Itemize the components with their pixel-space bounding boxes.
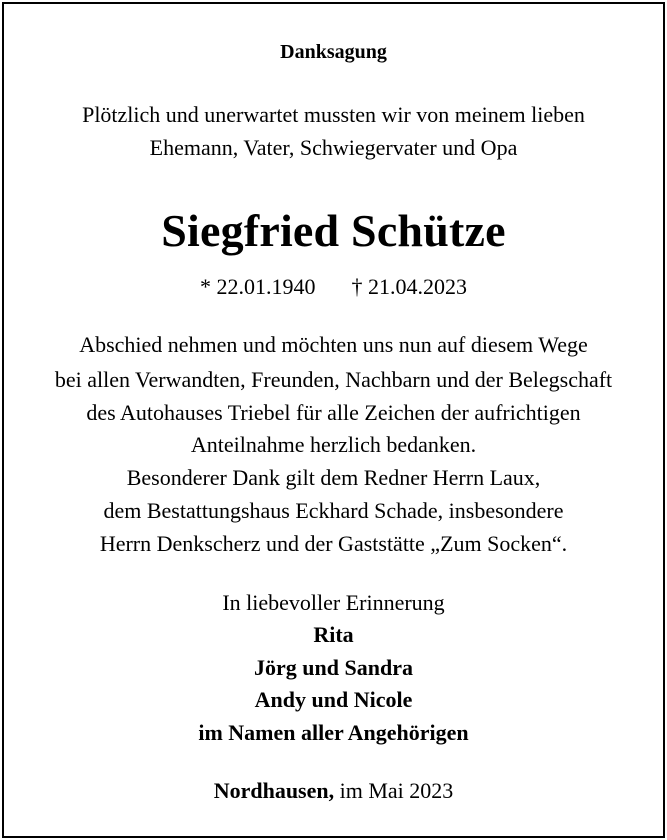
body-line: dem Bestattungshaus Eckhard Schade, insbesondere (103, 498, 564, 523)
memory-line: In liebevoller Erinnerung (222, 590, 445, 615)
death-date: † 21.04.2023 (351, 274, 467, 299)
date-text: im Mai 2023 (339, 778, 454, 803)
notice-heading: Danksagung (280, 41, 387, 63)
body-line: Abschied nehmen und möchten uns nun auf diesem Wege (79, 332, 588, 357)
deceased-name: Siegfried Schütze (161, 205, 506, 256)
body-line: bei allen Verwandten, Freunden, Nachbarn und der Belegschaft (54, 367, 613, 392)
signatory: Andy und Nicole (254, 687, 413, 712)
intro-line: Plötzlich und unerwartet mussten wir von meinem lieben (82, 102, 585, 127)
body-line: Herrn Denkscherz und der Gaststätte „Zum Socken“. (99, 531, 568, 556)
place-and-date (4, 778, 663, 804)
obituary-notice (2, 2, 665, 838)
place-name: Nordhausen, (213, 778, 335, 803)
signatory: im Namen aller Angehörigen (198, 720, 469, 745)
body-line: Anteilnahme herzlich bedanken. (190, 432, 477, 457)
body-line: des Autohauses Triebel für alle Zeichen der aufrichtigen (86, 400, 581, 425)
intro-line: Ehemann, Vater, Schwiegervater und Opa (149, 135, 518, 160)
signatory: Rita (313, 622, 354, 647)
life-dates (4, 274, 663, 300)
birth-date: * 22.01.1940 (200, 274, 316, 299)
body-line: Besonderer Dank gilt dem Redner Herrn Laux, (126, 465, 541, 490)
signatory: Jörg und Sandra (254, 655, 413, 680)
